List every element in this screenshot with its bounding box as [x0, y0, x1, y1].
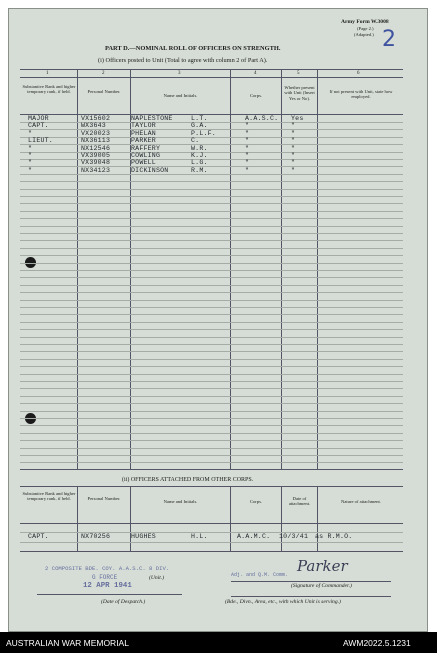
officer-number: VX15602	[81, 115, 111, 122]
bde-label: (Bde., Divn., Area, etc., with which Unit is serving.)	[225, 599, 341, 605]
archive-reference: AWM2022.5.1231	[343, 638, 411, 648]
officer-name: PHELAN	[131, 129, 156, 137]
attached-date: 10/3/41	[279, 533, 309, 540]
ruled-line	[20, 418, 403, 419]
ruled-line	[20, 314, 403, 315]
officer-name: POWELL	[131, 159, 156, 167]
officer-present: "	[291, 159, 296, 167]
ruled-line	[20, 448, 403, 449]
officer-rank: "	[28, 166, 33, 174]
officer-present: "	[291, 122, 296, 130]
ruled-line	[20, 189, 403, 190]
officer-present: "	[291, 129, 296, 137]
ruled-line	[20, 152, 403, 153]
officer-number: VX39005	[81, 152, 111, 159]
ruled-line	[20, 366, 403, 367]
ruled-line	[20, 248, 403, 249]
column-number: 6	[357, 71, 360, 76]
officer-present: Yes	[291, 115, 304, 122]
form-page-label: (Page 2.)	[357, 26, 374, 31]
ruled-line	[20, 285, 403, 286]
officer-name: PARKER	[131, 137, 156, 145]
bde-line	[231, 596, 391, 597]
officer-number: NX34123	[81, 166, 111, 174]
section-ii-heading: (ii) OFFICERS ATTACHED FROM OTHER CORPS.	[122, 477, 254, 483]
ruled-line	[20, 344, 403, 345]
ruled-line	[20, 307, 403, 308]
officer-number: VX39048	[81, 159, 111, 167]
ruled-line	[20, 388, 403, 389]
ruled-line	[20, 337, 403, 338]
officer-corps: "	[245, 159, 250, 167]
adjutant-stamp: Adj. and Q.M. Comm.	[231, 572, 289, 578]
table-bottom-border	[20, 469, 403, 470]
attached-header-number: Personal Number.	[87, 496, 121, 501]
ruled-line	[20, 359, 403, 360]
ruled-line	[20, 240, 403, 241]
officer-rank: CAPT.	[28, 122, 49, 130]
officer-corps: "	[245, 137, 250, 145]
officer-name: COWLING	[131, 152, 161, 159]
officer-present: "	[291, 166, 296, 174]
handwritten-page-number: 2	[382, 27, 396, 52]
officer-number: NX36113	[81, 137, 111, 145]
ruled-line	[20, 144, 403, 145]
officer-initials: G.A.	[191, 122, 208, 130]
officer-corps: "	[245, 166, 250, 174]
part-heading: PART D.—NOMINAL ROLL OF OFFICERS ON STRENGTH.	[105, 45, 281, 52]
form-title: Army Form W.3008	[341, 19, 389, 25]
ruled-line	[20, 159, 403, 160]
ruled-line	[20, 292, 403, 293]
ruled-line	[20, 381, 403, 382]
attached-header-corps: Corps.	[249, 499, 263, 504]
ruled-line	[20, 174, 403, 175]
officer-initials: K.J.	[191, 152, 208, 159]
date-label: (Date of Despatch.)	[101, 599, 146, 605]
form-page	[8, 8, 428, 632]
archive-name: AUSTRALIAN WAR MEMORIAL	[6, 638, 129, 648]
officer-initials: W.R.	[191, 144, 208, 152]
attached-number: NX70256	[81, 533, 111, 540]
header-present: Whether present with Unit (Insert Yes or No).	[284, 85, 315, 101]
officer-initials: P.L.F.	[191, 129, 216, 137]
ruled-line	[20, 329, 403, 330]
attached-corps: A.A.M.C.	[237, 533, 271, 540]
ruled-line	[20, 425, 403, 426]
ruled-line	[20, 203, 403, 204]
officer-present: "	[291, 144, 296, 152]
ruled-line	[20, 440, 403, 441]
ruled-line	[20, 351, 403, 352]
ruled-line	[20, 122, 403, 123]
archive-footer	[0, 632, 437, 653]
ruled-line	[20, 226, 403, 227]
ruled-line	[20, 396, 403, 397]
header-not-present: If not present with Unit, state how employed.	[329, 89, 393, 100]
officer-name: RAFFERY	[131, 144, 161, 152]
officer-rank: "	[28, 144, 33, 152]
ruled-line	[20, 255, 403, 256]
header-corps: Corps.	[249, 93, 263, 98]
officer-name: TAYLOR	[131, 122, 156, 130]
ruled-line	[20, 277, 403, 278]
attached-nature: as R.M.O.	[315, 533, 353, 540]
attached-rank: CAPT.	[28, 533, 49, 540]
ruled-line	[20, 403, 403, 404]
column-number: 2	[102, 71, 105, 76]
attached-header-rank: Substantive Rank and higher temporary rank, if held.	[22, 491, 76, 502]
date-stamp: 12 APR 1941	[83, 582, 132, 590]
form-adapted-label: (Adapted.)	[354, 32, 374, 37]
unit-stamp-force: G FORCE	[92, 574, 118, 581]
ruled-line	[20, 211, 403, 212]
attached-name: HUGHES	[131, 533, 156, 540]
officer-rank: "	[28, 129, 33, 137]
officer-present: "	[291, 152, 296, 159]
signature-label: (Signature of Commander.)	[291, 583, 352, 589]
ruled-line	[20, 322, 403, 323]
officer-number: WX3643	[81, 122, 106, 130]
column-number: 4	[254, 71, 257, 76]
officer-initials: R.M.	[191, 166, 208, 174]
ruled-line	[20, 196, 403, 197]
date-line	[37, 594, 182, 595]
header-personal-number: Personal Number.	[87, 89, 121, 94]
officer-corps: "	[245, 144, 250, 152]
ruled-line	[20, 455, 403, 456]
ruled-line	[20, 181, 403, 182]
unit-label: (Unit.)	[149, 575, 165, 581]
officer-number: NX12546	[81, 144, 111, 152]
ruled-line	[20, 166, 403, 167]
attached-initials: H.L.	[191, 533, 208, 540]
ruled-line	[20, 218, 403, 219]
attached-table-bottom	[20, 551, 403, 552]
column-number: 5	[297, 71, 300, 76]
attached-header-nature: Nature of attachment.	[341, 499, 381, 504]
signature-line	[231, 581, 391, 582]
ruled-line	[20, 462, 403, 463]
ruled-line	[20, 374, 403, 375]
attached-header-name: Name and Initials.	[163, 499, 198, 504]
ruled-line	[20, 233, 403, 234]
unit-stamp: 2 COMPOSITE BDE. COY. A.A.S.C. 8 DIV.	[45, 565, 170, 572]
officer-rank: LIEUT.	[28, 137, 53, 145]
officer-name: NAPLESTONE	[131, 115, 173, 122]
officer-number: VX20023	[81, 129, 111, 137]
ruled-line	[20, 542, 403, 543]
officer-rank: "	[28, 159, 33, 167]
officer-rank: "	[28, 152, 33, 159]
column-number: 1	[46, 71, 49, 76]
officer-corps: A.A.S.C.	[245, 115, 279, 122]
officer-initials: L.T.	[191, 115, 208, 122]
officer-present: "	[291, 137, 296, 145]
section-i-heading: (i) Officers posted to Unit (Total to agree with column 2 of Part A).	[98, 57, 268, 64]
header-name: Name and Initials.	[163, 93, 198, 98]
officer-initials: L.G.	[191, 159, 208, 167]
ruled-line	[20, 300, 403, 301]
header-rank: Substantive Rank and higher temporary rank, if held.	[22, 84, 76, 95]
officer-initials: C.	[191, 137, 200, 145]
signature: Parker	[297, 557, 348, 575]
officer-rank: MAJOR	[28, 115, 49, 122]
ruled-line	[20, 263, 403, 264]
officer-corps: "	[245, 122, 250, 130]
officer-name: DICKINSON	[131, 166, 169, 174]
ruled-line	[20, 270, 403, 271]
ruled-line	[20, 411, 403, 412]
attached-header-date: Date of attachment.	[288, 496, 311, 507]
officer-corps: "	[245, 129, 250, 137]
ruled-line	[20, 433, 403, 434]
officer-corps: "	[245, 152, 250, 159]
column-number: 3	[178, 71, 181, 76]
